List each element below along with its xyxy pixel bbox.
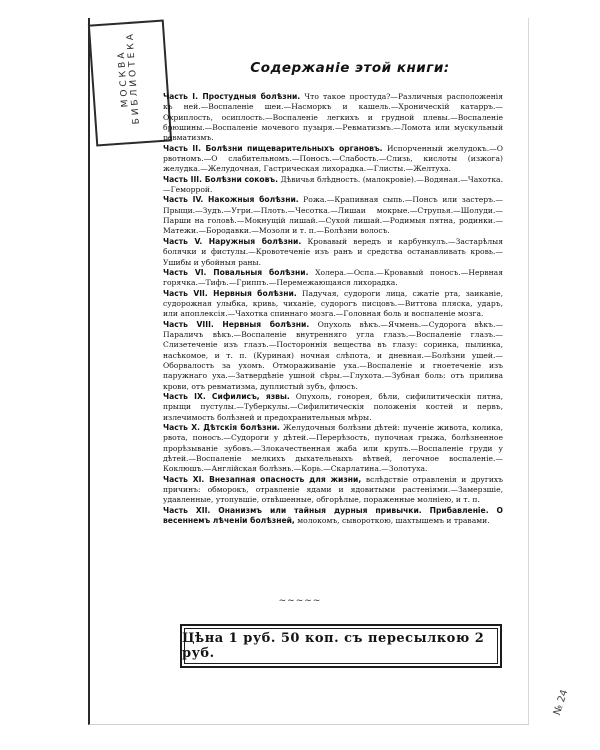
decorative-divider: ~~~~~ [278,596,322,606]
section-title: Часть XII. Онанизмъ или тайныя дурныя привычки. Прибавленіе. О весеннемъ лѣченіи болѣзней, [163,505,503,526]
section-title: Часть V. Наружныя болѣзни. [163,236,302,246]
section-title: Часть XI. Внезапная опасность для жизни, [163,474,362,484]
section-title: Часть IV. Накожныя болѣзни. [163,195,299,205]
contents-section [163,268,503,289]
section-title: Часть I. Простудныя болѣзни. [163,92,301,101]
section-title: Часть X. Дѣтскія болѣзни. [163,423,280,432]
contents-section [163,144,503,175]
section-text: Опухоль вѣкъ.—Ячмень.—Судорога вѣкъ.—Параличъ вѣкъ.—Воспаленіе внутренняго угла глазъ.—Воспаленіе глазъ.—Слизетеченіе изъ глазъ.—Постороннія вещества въ глазу: соринка, пылинка, насѣкомое, и т. п. (Куриная) ночная слѣпота, и дневная.—Болѣзни ушей.—Оборвалость за ухомъ. Отмораживаніе уха.—Воспаленіе и гноетеченіе изъ паружнаго уха.—Затвердѣніе ушной сѣры.—Глухота.—Зубная боль: отъ прилива крови, отъ ревматизма, дуплистый зубъ, флюсъ. [163,319,503,391]
section-text: Падучая, судороги лица, сжатіе рта, заиканіе, судорожная улыбка, кривь, чиханіе, судорогъ писцовъ.—Виттова пляска, ударъ, или апоплексія.—Чахотка спиннаго мозга.—Головная боль и воспаленіе мозга. [163,288,504,319]
contents-section [163,289,503,320]
contents-section [163,92,503,144]
contents-section [163,237,503,268]
contents-section [163,320,503,392]
contents-section [163,175,503,196]
contents-section [163,475,503,506]
contents-section [163,506,503,527]
contents-section [163,195,503,236]
table-of-contents [163,92,503,526]
library-stamp [88,19,172,146]
price-text: Цѣна 1 руб. 50 коп. съ пересылкою 2 руб. [182,631,485,661]
stamp-text: МОСКВА БИБЛИОТЕКА [116,30,142,125]
contents-section [163,392,503,423]
section-text: Что такое простуда?—Различныя расположенія къ ней.—Воспаленіе шеи.—Насморкъ и кашель.—Хроническій катарръ.—Охриплость, осиплость.—Воспаленіе легкихъ и грудной плевы.—Воспаленіе брюшины.—Воспаленіе мочевого пузыря.—Ревматизмъ.—Ломота или мускульный ревматизмъ. [163,92,503,143]
section-title: Часть IX. Сифилисъ, язвы. [163,391,290,401]
section-title: Часть VII. Нервныя болѣзни. [163,288,297,298]
section-text: Рожа.—Крапивная сыпь.—Понсъ или застеръ.—Прыщи.—Зудъ.—Угри.—Плоть.—Чесотка.—Лишаи мокрые.—Струпья.—Шолуди.—Парши на головѣ.—Мокнущій лишай.—Сухой лишай.—Родимыя пятна, родинки.—Матежи.—Бородавки.—Мозоли и т. п.—Болѣзни волосъ. [163,195,503,236]
section-text: Холера.—Оспа.—Кровавый поносъ.—Нервная горячка.—Тифъ.—Гриппъ.—Перемежающаяся лихорадка. [163,267,503,288]
section-text: молокомъ, сывороткою, шахтышемъ и травами. [297,516,490,526]
contents-section [163,423,503,475]
section-text: Опухоль, гонорея, бѣли, сифилитическія пятна, прыщи пустулы.—Туберкулы.—Сифилитическія положенія костей и первъ, излечимость болѣзней и предохранительныя мѣры. [163,391,503,422]
section-text: Испорченный желудокъ.—О рвотномъ.—О слабительномъ.—Поносъ.—Слабость.—Слизь, кислоты (изжога) желудка.—Желудочная, Гастрическая лихорадка.—Глисты.—Желтуха. [163,143,503,174]
section-title: Часть II. Болѣзни пищеварительныхъ органовъ. [163,143,383,153]
section-text: вслѣдствіе отравленія и другихъ причинъ: обморокъ, отравленіе ядами и ядовитыми растеніями.—Замерзшіе, удавленные, утопувшіе, отвѣшенные, обгорѣлые, пораженные молніею, и т. п. [163,474,503,505]
section-title: Часть VI. Повальныя болѣзни. [163,267,309,277]
handwritten-margin-note: № 24 [551,688,571,717]
section-title: Часть III. Болѣзни соковъ. [163,174,279,184]
section-text: Желудочныя болѣзни дѣтей: пученіе живота, колика, рвота, поносъ.—Судороги у дѣтей.—Перерѣзость, пупочная грыжа, болѣзненное прорѣзываніе зубовъ.—Злокачественная жаба или крупъ.—Воспаленіе груди у дѣтей.—Воспаленіе мелкихъ дыхательныхъ вѣтвей, легочное воспаленіе.—Коклюшъ.—Англійская болѣзнь.—Корь.—Скарлатина.—Золотуха. [163,423,503,474]
section-text: Дѣвичья блѣдность. (малокровіе).—Водяная.—Чахотка.—Геморрой. [163,174,504,195]
section-text: Кровавый вередъ и карбункулъ.—Застарѣлыя болячки и фистулы.—Кровотеченіе изъ ранъ и средства останавливать кровь.—Ушибы и убойныя раны. [163,236,503,267]
contents-heading: Содержаніе этой книги: [250,60,450,76]
price-box [180,624,502,668]
section-title: Часть VIII. Нервныя болѣзни. [163,319,310,329]
